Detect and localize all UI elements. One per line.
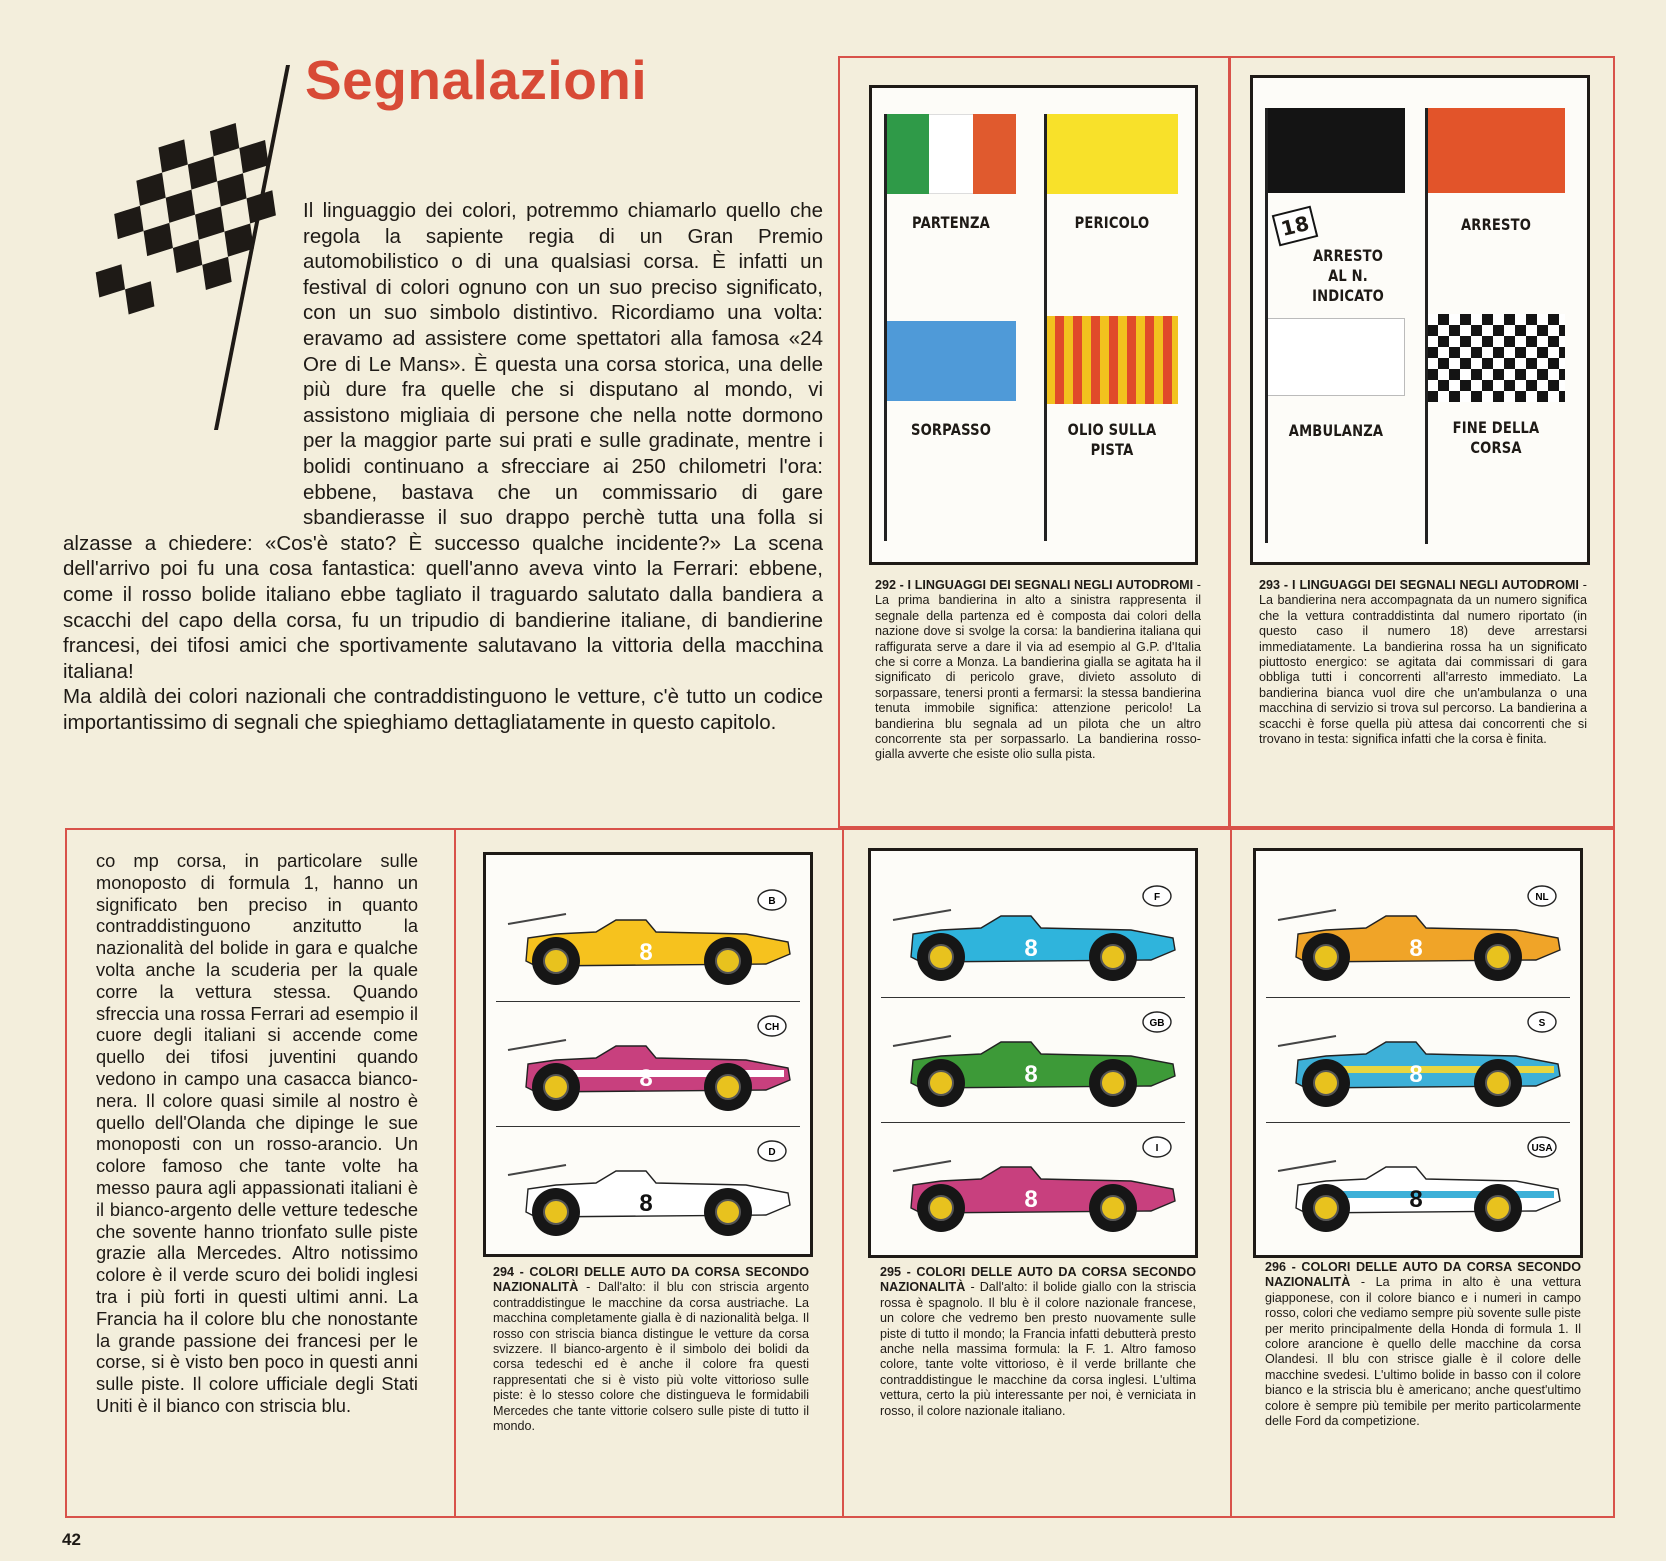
intro-paragraph-2: Ma aldilà dei colori nazionali che contraddistinguono le vetture, c'è tutto un codice importantissimo di segnali che spieghiamo dettagliatamente in questo capitolo. <box>63 685 823 734</box>
car-wheel <box>704 937 752 985</box>
flag-arresto <box>1427 108 1565 193</box>
intro-paragraph-1: Il linguaggio dei colori, potremmo chiamarlo quello che regola la sapiente regia di un Gran Premio automobilistico o di una qualsiasi corsa. È infatti un festival di colori ognuno con un suo preciso significato, con un suo simbolo distintivo. Ricordiamo una volta: eravamo ad assistere come spettatori alla famosa «24 Ore di Le Mans». È questa una corsa storica, una delle più dure fra quelle che si disputano al mondo, vi assistono migliaia di persone che nella notte dormono per la maggior parte sui prati e sulle gradinate, mentre i bolidi continuano a sfrecciare ai 250 chilometri l'ora: ebbene, bastava che un commissario di gare sbandierasse il suo drappo perchè tutta una folla si alzasse a chiedere: «Cos'è stato? È successo qualche incidente?» La scena dell'arrivo poi fu una cosa fantastica: quell'anno aveva vinto la Ferrari: ebbene, come il rosso bolide italiano ebbe tagliato il traguardo salutato dalla bandiera a scacchi del capo della corsa, fu un tripudio di bandierine italiane, di bandierine francesi, dei tifosi amici che sportivamente salutavano la vittoria della macchina italiana! <box>63 199 823 683</box>
car-number: 8 <box>1409 1061 1423 1088</box>
page-title: Segnalazioni <box>305 49 648 111</box>
caption-295 <box>880 1265 1196 1419</box>
divider-3 <box>1230 828 1232 1518</box>
car-rollbar <box>1278 1161 1336 1171</box>
caption-295-body: - Dall'alto: il bolide giallo con la striscia rossa è spagnolo. Il blu è il colore nazionale francese, un colore che vedremo ben presto nuovamente sulle piste di tutto il mondo; la Francia infatti debutterà presto anche nella massima formula: la F. 1. Altro famoso colore, tante volte vittorioso, è il verde brillante che contraddistingue le macchine da corsa inglesi. L'ultima vettura, certo la più interessante per noi, è verniciata in rosso, il colore nazionale italiano. <box>880 1280 1196 1418</box>
car-stripe <box>556 1070 784 1077</box>
country-badge-text: CH <box>764 1022 780 1033</box>
car-wheel <box>704 1063 752 1111</box>
flag-sorpasso <box>886 321 1016 401</box>
flag-label-sorpasso: SORPASSO <box>910 420 992 439</box>
caption-293 <box>1259 578 1587 747</box>
flag-label-partenza: PARTENZA <box>912 213 990 232</box>
flag-card-292 <box>869 85 1198 565</box>
flag-label-olio: OLIO SULLA PISTA <box>1067 420 1157 459</box>
caption-293-heading: 293 - I LINGUAGGI DEI SEGNALI NEGLI AUTODROMI <box>1259 578 1579 592</box>
car-wheel <box>1089 933 1137 981</box>
country-badge-text: F <box>1153 892 1161 903</box>
intro-text <box>63 198 823 735</box>
page-number: 42 <box>62 1530 81 1549</box>
car-rollbar <box>1278 1036 1336 1046</box>
caption-295-heading: 295 - COLORI DELLE AUTO DA CORSA SECONDO NAZIONALITÀ <box>880 1265 1196 1295</box>
flag-ambulanza <box>1267 318 1405 396</box>
car-wheel <box>1089 1059 1137 1107</box>
caption-294-heading: 294 - COLORI DELLE AUTO DA CORSA SECONDO NAZIONALITÀ <box>493 1265 809 1295</box>
race-car-nl <box>1266 872 1570 997</box>
country-badge-text: GB <box>1149 1018 1165 1029</box>
car-wheel <box>1302 1184 1350 1232</box>
country-badge-text: I <box>1155 1143 1159 1154</box>
flag-stripe-green <box>886 114 929 194</box>
pole <box>884 321 887 541</box>
caption-294-body: - Dall'alto: il blu con striscia argento contraddistingue le macchine da corsa austriache. La macchina completamente gialla è di nazionalità belga. Il rosso con striscia bianca distingue le vetture da corsa svizzere. Il bianco-argento è il simbolo dei bolidi da corsa tedeschi ed è anche il colore fra questi rappresentati che si è visto più volte vittorioso sulle piste: è lo stesso colore che distingueva le formidabili Mercedes che tante vittorie colsero sulle piste di tutto il mondo. <box>493 1280 809 1434</box>
car-wheel <box>917 1184 965 1232</box>
car-wheel <box>1474 1184 1522 1232</box>
flag-pericolo <box>1046 114 1178 194</box>
race-car-f <box>881 872 1185 997</box>
number-18-badge <box>1272 206 1319 247</box>
country-badge-text: S <box>1538 1018 1546 1029</box>
car-wheel <box>1302 933 1350 981</box>
car-number: 8 <box>1024 1061 1038 1088</box>
pole <box>1044 316 1047 541</box>
car-wheel <box>917 933 965 981</box>
flag-label-ambulanza: AMBULANZA <box>1288 421 1384 440</box>
flag-label-fine-della-corsa: FINE DELLA CORSA <box>1452 418 1540 457</box>
divider-1 <box>454 828 456 1518</box>
pole <box>1425 314 1428 544</box>
caption-292 <box>875 578 1201 763</box>
car-number: 8 <box>1409 935 1423 962</box>
car-rollbar <box>508 914 566 924</box>
car-number: 8 <box>639 939 653 966</box>
number-18-text: 18 <box>1278 210 1312 242</box>
divider-2 <box>842 828 844 1518</box>
race-car-usa <box>1266 1122 1570 1248</box>
car-stripe <box>1326 1191 1554 1198</box>
car-rollbar <box>508 1165 566 1175</box>
country-badge-text: B <box>768 896 776 907</box>
race-car-s <box>1266 997 1570 1123</box>
race-car-i <box>881 1122 1185 1248</box>
flag-label-arresto-al-numero: ARRESTO AL N. INDICATO <box>1312 246 1384 305</box>
car-wheel <box>532 937 580 985</box>
pole <box>1265 318 1268 543</box>
caption-296-heading: 296 - COLORI DELLE AUTO DA CORSA SECONDO NAZIONALITÀ <box>1265 1260 1581 1290</box>
car-wheel <box>704 1188 752 1236</box>
car-wheel <box>1089 1184 1137 1232</box>
car-number: 8 <box>1024 935 1038 962</box>
flag-label-pericolo: PERICOLO <box>1074 213 1150 232</box>
car-wheel <box>917 1059 965 1107</box>
flag-fine-della-corsa <box>1427 314 1565 402</box>
car-wheel <box>1474 1059 1522 1107</box>
caption-296 <box>1265 1260 1581 1429</box>
country-badge-text: NL <box>1535 892 1549 903</box>
caption-293-body: - La bandierina nera accompagnata da un numero significa che la vettura contraddistinta dal numero riportato (in questo caso il numero 18) deve arrestarsi immediatamente. La bandierina rossa ha un significato piuttosto energico: se agitata dai commissari di gara obbliga tutti i concorrenti all'arresto immediato. La bandierina bianca vuol dire che un'ambulanza o una macchina di servizio si trova sul percorso. La bandierina a scacchi è forse quella più attesa dai concorrenti che si trovano in testa: significa infatti che la corsa è finita. <box>1259 578 1587 747</box>
car-wheel <box>1302 1059 1350 1107</box>
car-rollbar <box>1278 910 1336 920</box>
race-car-ch <box>496 1001 800 1127</box>
flag-label-arresto: ARRESTO <box>1460 215 1532 234</box>
caption-296-body: - La prima in alto è una vettura giapponese, con il colore bianco e i numeri in campo rosso, colori che vediamo sempre più sovente sulle piste per merito principalmente della Honda di formula 1. Il colore arancione è quello delle macchine da corsa Olandesi. Il blu con strisce gialle è il colore delle macchine svedesi. L'ultimo bolide in basso con il colore bianco e la striscia blu è americano; anche quest'ultimo colore è sempre più temibile per merito particolarmente delle Ford da competizione. <box>1265 1275 1581 1429</box>
car-rollbar <box>893 910 951 920</box>
flag-card-293 <box>1250 75 1590 565</box>
flag-arresto-al-numero <box>1267 108 1405 193</box>
caption-294 <box>493 1265 809 1434</box>
column-text: co mp corsa, in particolare sulle monoposto di formula 1, hanno un significato ben preciso in quanto contraddistinguono anzitutto la nazionalità del bolide in gara e qualche volta anche la scuderia per la quale corre la vettura stessa. Quando sfreccia una rossa Ferrari ad esempio il cuore degli italiani si accende come quello dei tifosi juventini quando vedono in campo una casacca bianco-nera. Il colore quasi simile al nostro è quello dell'Olanda che dipinge le sue monoposti con un rosso-arancio. Un colore famoso che tante volte ha messo paura agli appassionati italiani è il bianco-argento delle vetture tedesche che sovente hanno trionfato sulle piste grazie alla Mercedes. Altro notissimo colore è il verde scuro dei bolidi inglesi tra i più forti in questi ultimi anni. La Francia ha il colore blu che nonostante la grande passione dei francesi per le corse, si è visto ben poco in questi anni sulle piste. Il colore ufficiale degli Stati Uniti è il bianco con striscia blu. <box>96 850 418 1416</box>
car-wheel <box>532 1188 580 1236</box>
car-rollbar <box>893 1161 951 1171</box>
caption-292-body: - La prima bandierina in alto a sinistra rappresenta il segnale della partenza ed è composta dai colori della nazione dove si svolge la corsa: la bandierina italiana qui raffigurata serve a dare il via ad esempio al G.P. d'Italia che si corre a Monza. La bandierina gialla se agitata ha il significato di pericolo grave, divieto assoluto di sorpassare, tenersi pronti a fermarsi: la stessa bandierina tenuta immobile significa: attenzione pericolo! La bandierina blu segnala ad un pilota che un altro concorrente sta per sorpassarlo. La bandierina rosso-gialla avverte che esiste olio sulla pista. <box>875 578 1201 762</box>
flag-olio <box>1046 316 1178 404</box>
car-number: 8 <box>1024 1186 1038 1213</box>
car-rollbar <box>893 1036 951 1046</box>
flag-stripe-white <box>929 114 972 194</box>
caption-292-heading: 292 - I LINGUAGGI DEI SEGNALI NEGLI AUTODROMI <box>875 578 1194 592</box>
race-car-d <box>496 1126 800 1252</box>
car-wheel <box>532 1063 580 1111</box>
flag-float-spacer <box>63 198 303 508</box>
race-car-b <box>496 876 800 1001</box>
car-wheel <box>1474 933 1522 981</box>
car-number: 8 <box>639 1065 653 1092</box>
country-badge-text: D <box>768 1147 776 1158</box>
car-stripe <box>1326 1066 1554 1073</box>
race-car-gb <box>881 997 1185 1123</box>
car-number: 8 <box>639 1190 653 1217</box>
car-number: 8 <box>1409 1186 1423 1213</box>
flag-partenza <box>886 114 1016 194</box>
car-rollbar <box>508 1040 566 1050</box>
country-badge-text: USA <box>1531 1143 1553 1154</box>
flag-stripe-red <box>973 114 1016 194</box>
